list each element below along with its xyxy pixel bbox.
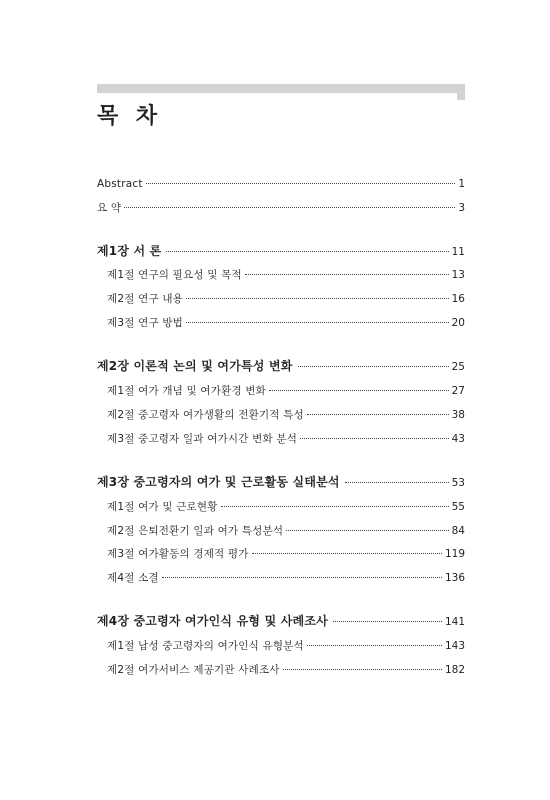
toc-front-abstract[interactable] [97,177,465,191]
toc-chapter-4[interactable] [97,613,465,630]
toc-section-2-2[interactable] [107,408,465,422]
toc-leader-dots [166,251,448,252]
toc-leader-dots [124,207,455,208]
toc-page-number: 136 [444,572,465,584]
toc-page-number: 25 [451,361,465,373]
toc-leader-dots [345,482,449,483]
toc-leader-dots [186,322,449,323]
toc-leader-dots [269,390,449,391]
header-bar [97,84,457,93]
header-bar-end [457,84,465,100]
toc-section-title: 제2절 연구 내용 [107,293,184,305]
toc-chapter-title: 제4장 중고령자 여가인식 유형 및 사례조사 [97,614,328,628]
toc-page-number: 143 [444,640,465,652]
toc-chapter-1[interactable] [97,243,465,260]
toc-section-4-1[interactable] [107,639,465,653]
toc-section-title: 제3절 중고령자 일과 여가시간 변화 분석 [107,433,298,445]
toc-front-summary[interactable] [97,201,465,215]
toc-section-1-3[interactable] [107,316,465,330]
toc-leader-dots [252,553,442,554]
toc-section-4-2[interactable] [107,663,465,677]
toc-page-number: 119 [444,548,465,560]
toc-section-title: 제1절 남성 중고령자의 여가인식 유형분석 [107,640,304,652]
toc-leader-dots [146,183,456,184]
toc-section-2-1[interactable] [107,384,465,398]
toc-page-number: 38 [451,409,465,421]
toc-section-title: 제2절 은퇴전환기 일과 여가 특성분석 [107,525,284,537]
toc-section-title: 제2절 중고령자 여가생활의 전환기적 특성 [107,409,304,421]
toc-section-title: 제1절 연구의 필요성 및 목적 [107,269,242,281]
toc-page-number: 11 [451,246,465,258]
toc-page-number: 43 [451,433,465,445]
toc-leader-dots [286,530,448,531]
toc-page-number: 16 [451,293,465,305]
toc-page-number: 27 [451,385,465,397]
toc-leader-dots [162,577,442,578]
toc-chapter-title: 제3장 중고령자의 여가 및 근로활동 실태분석 [97,475,340,489]
toc-section-title: 제1절 여가 및 근로현황 [107,501,218,513]
toc-section-2-3[interactable] [107,432,465,446]
toc-page-number: 182 [444,664,465,676]
toc-chapter-title: 제1장 서 론 [97,244,162,258]
toc-page-number: 141 [444,616,465,628]
toc-section-title: 제3절 연구 방법 [107,317,184,329]
toc-page-number: 1 [458,178,465,190]
toc-section-3-2[interactable] [107,524,465,538]
toc-leader-dots [300,438,449,439]
toc-chapter-2[interactable] [97,358,465,375]
toc-section-title: 제4절 소결 [107,572,159,584]
toc-leader-dots [221,506,449,507]
toc-section-1-2[interactable] [107,292,465,306]
toc-section-3-4[interactable] [107,571,465,585]
toc-entry-title: 요 약 [97,202,122,214]
page-title: 목 차 [97,104,163,129]
toc-section-title: 제2절 여가서비스 제공기관 사례조사 [107,664,280,676]
toc-chapter-3[interactable] [97,474,465,491]
toc-leader-dots [307,414,449,415]
toc-leader-dots [283,669,442,670]
toc-page-number: 84 [451,525,465,537]
toc-entry-title: Abstract [97,178,143,190]
toc-section-3-3[interactable] [107,547,465,561]
toc-chapter-title: 제2장 이론적 논의 및 여가특성 변화 [97,359,293,373]
toc-page-number: 53 [451,477,465,489]
toc-page-number: 55 [451,501,465,513]
toc-section-1-1[interactable] [107,268,465,282]
toc-leader-dots [307,645,442,646]
toc-page-number: 13 [451,269,465,281]
toc-leader-dots [186,298,449,299]
toc-section-title: 제3절 여가활동의 경제적 평가 [107,548,249,560]
toc-page-number: 3 [458,202,465,214]
toc-section-3-1[interactable] [107,500,465,514]
toc-leader-dots [298,366,449,367]
toc-section-title: 제1절 여가 개념 및 여가환경 변화 [107,385,267,397]
toc-leader-dots [245,274,449,275]
toc-page-number: 20 [451,317,465,329]
toc-leader-dots [333,621,442,622]
